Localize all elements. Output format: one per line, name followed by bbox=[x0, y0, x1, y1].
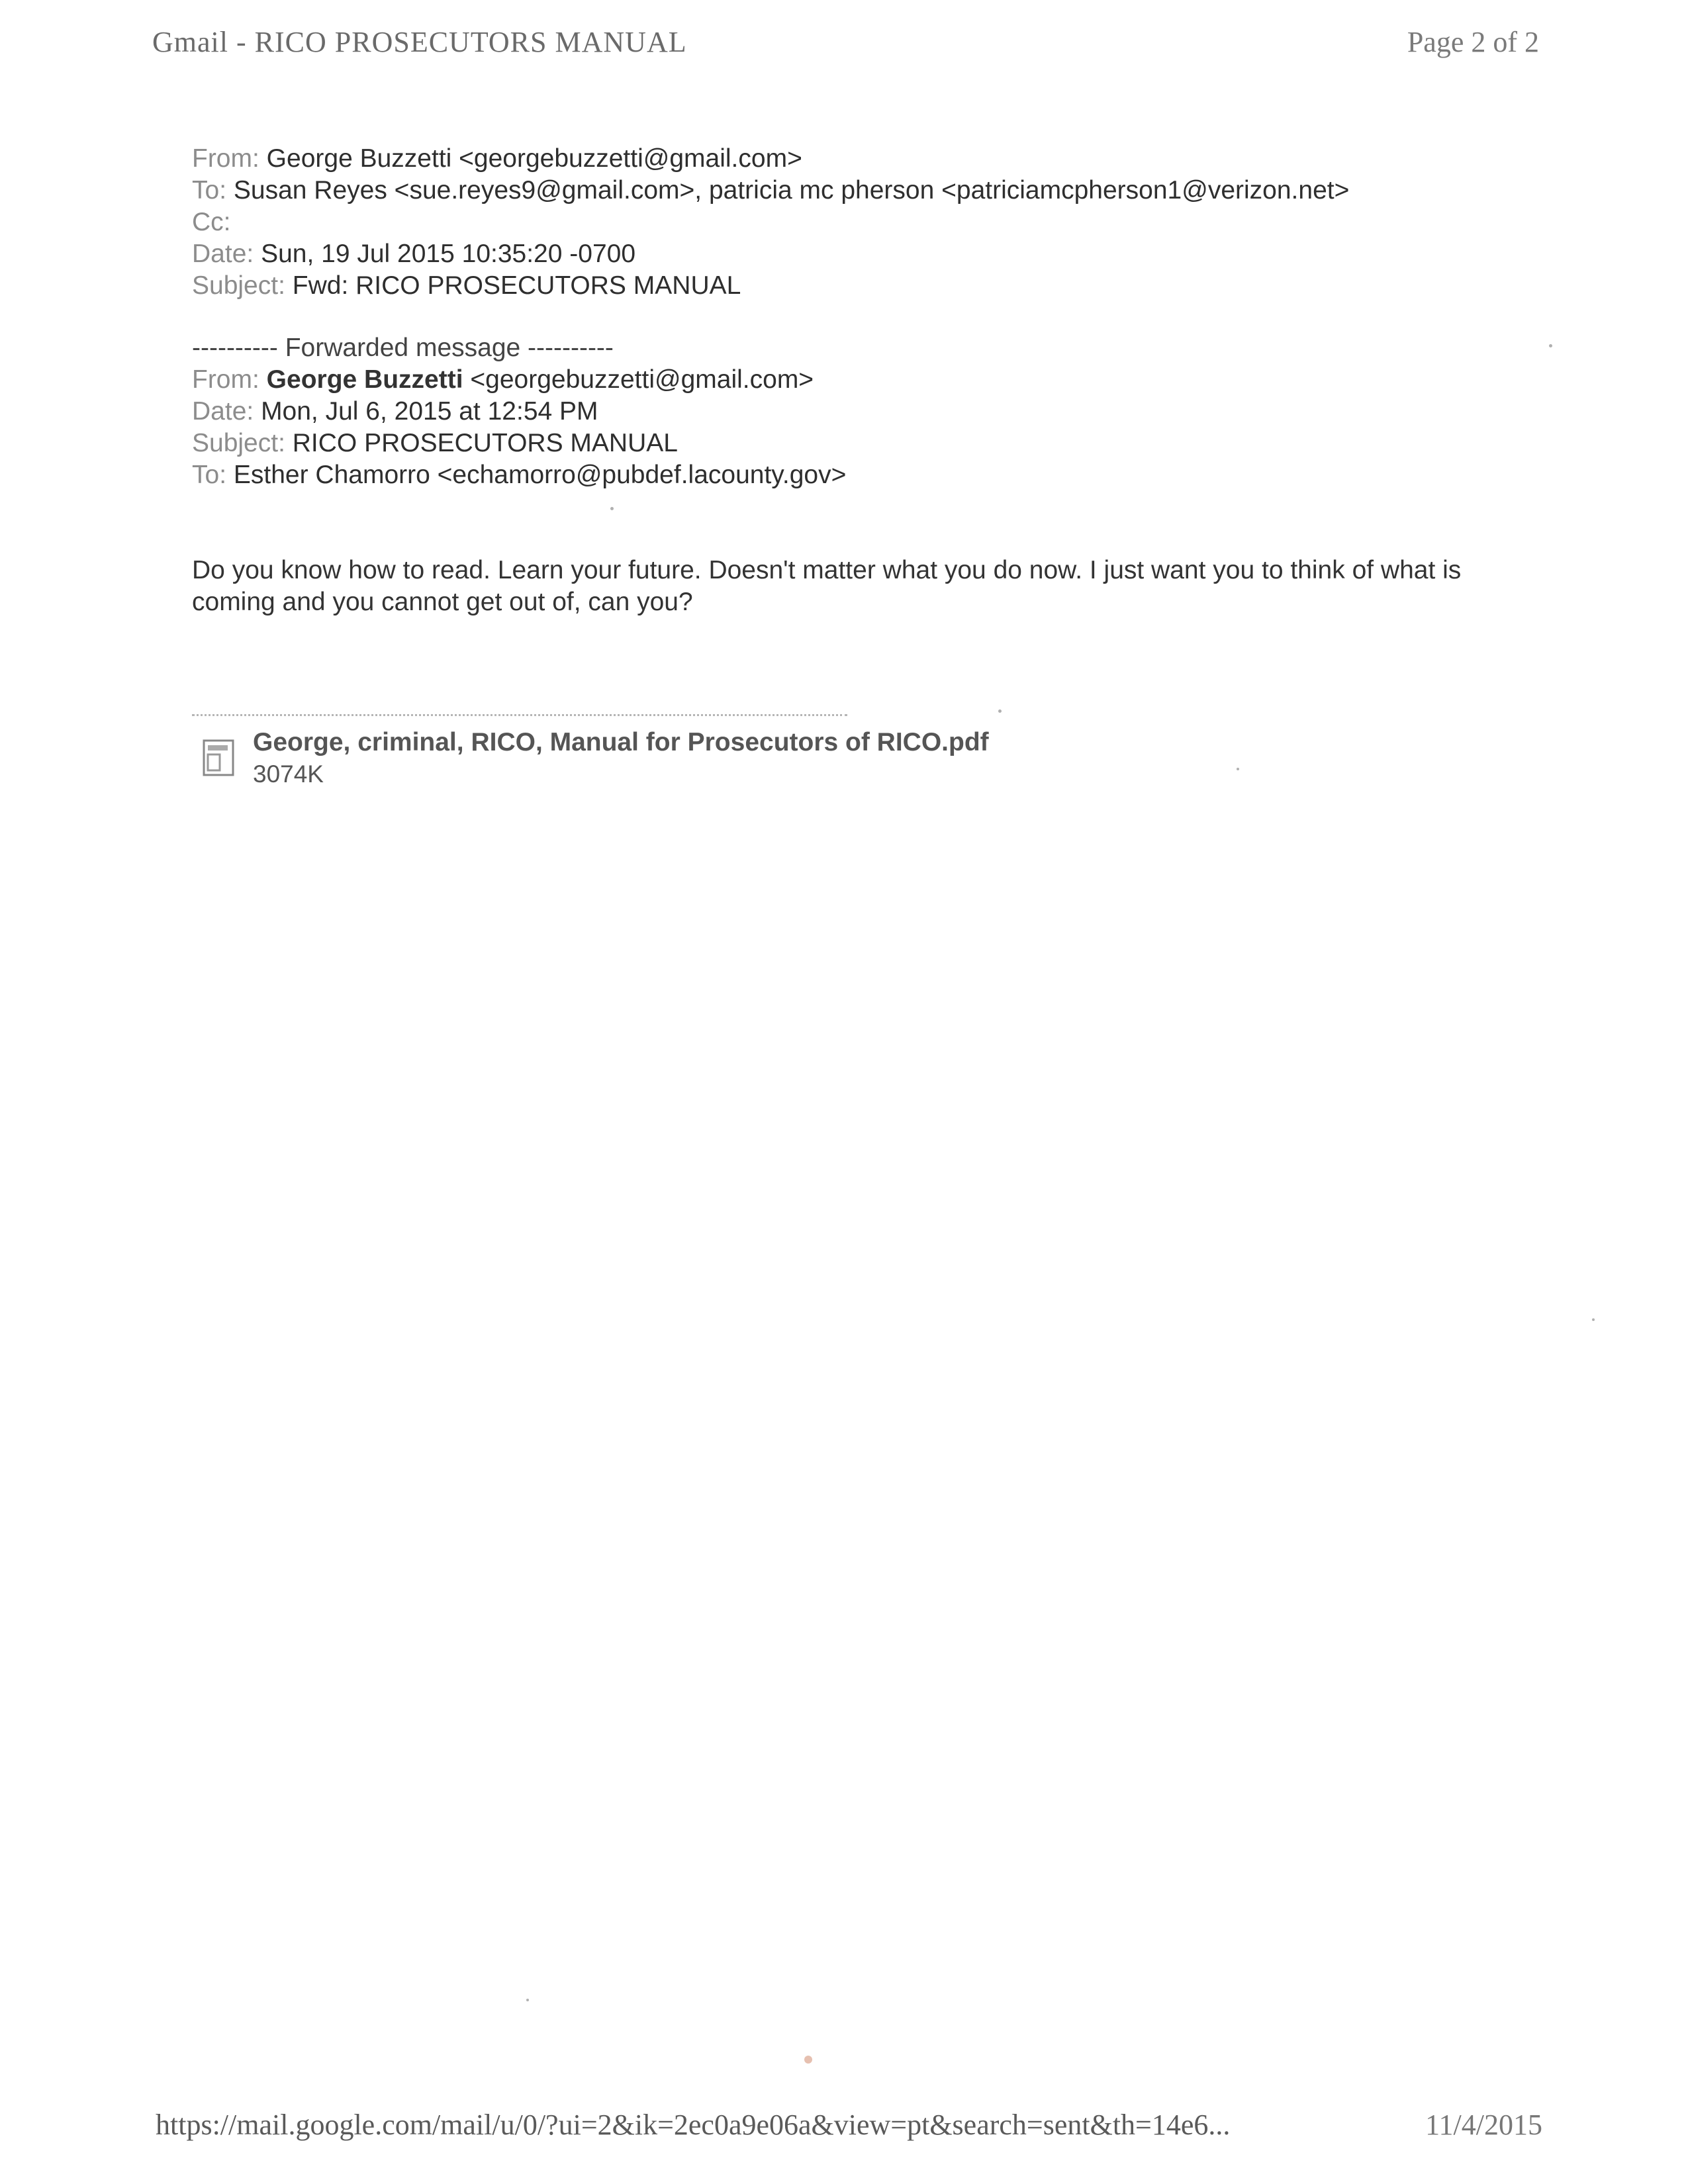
forwarded-to-value: Esther Chamorro <echamorro@pubdef.lacounty.gov> bbox=[233, 461, 847, 489]
forwarded-subject-line bbox=[192, 428, 1516, 459]
cc-line bbox=[192, 206, 1516, 238]
from-value: George Buzzetti <georgebuzzetti@gmail.com> bbox=[266, 144, 802, 173]
message-headers bbox=[192, 143, 1516, 302]
print-header-title: Gmail - RICO PROSECUTORS MANUAL bbox=[152, 26, 687, 58]
forwarded-message-divider: ---------- Forwarded message ---------- bbox=[192, 334, 614, 362]
forwarded-to-line bbox=[192, 459, 1516, 491]
date-value: Sun, 19 Jul 2015 10:35:20 -0700 bbox=[261, 240, 636, 268]
scan-speck bbox=[1237, 768, 1239, 770]
cc-label: Cc: bbox=[192, 208, 231, 236]
footer-date: 11/4/2015 bbox=[1425, 2109, 1542, 2141]
print-footer bbox=[156, 2108, 1542, 2148]
subject-value: Fwd: RICO PROSECUTORS MANUAL bbox=[292, 271, 741, 300]
attachment-size: 3074K bbox=[253, 760, 324, 788]
forwarded-subject-label: Subject: bbox=[192, 429, 285, 457]
subject-line bbox=[192, 270, 1516, 302]
message-body: Do you know how to read. Learn your future. Doesn't matter what you do now. I just want you to think of what is coming and you cannot get out of, can you? bbox=[192, 556, 1462, 616]
subject-label: Subject: bbox=[192, 271, 285, 300]
from-line bbox=[192, 143, 1516, 175]
forwarded-date-line bbox=[192, 396, 1516, 428]
forwarded-from-line bbox=[192, 364, 1516, 396]
attachment[interactable] bbox=[202, 727, 1129, 799]
scan-speck bbox=[610, 507, 614, 510]
forwarded-from-name: George Buzzetti bbox=[266, 365, 463, 394]
scan-speck bbox=[1549, 344, 1552, 347]
footer-url: https://mail.google.com/mail/u/0/?ui=2&ik=2ec0a9e06a&view=pt&search=sent&th=14e6... bbox=[156, 2109, 1231, 2141]
attachment-name[interactable]: George, criminal, RICO, Manual for Prosecutors of RICO.pdf bbox=[253, 728, 989, 756]
forwarded-date-value: Mon, Jul 6, 2015 at 12:54 PM bbox=[261, 397, 598, 426]
forwarded-headers bbox=[192, 364, 1516, 491]
date-label: Date: bbox=[192, 240, 254, 268]
attachment-divider bbox=[192, 714, 847, 716]
print-header bbox=[152, 25, 1539, 65]
forwarded-to-label: To: bbox=[192, 461, 227, 489]
date-line bbox=[192, 238, 1516, 270]
page-number: Page 2 of 2 bbox=[1407, 26, 1539, 58]
forwarded-date-label: Date: bbox=[192, 397, 254, 426]
scan-speck bbox=[526, 1999, 529, 2001]
to-line bbox=[192, 175, 1516, 206]
forwarded-from-label: From: bbox=[192, 365, 259, 394]
forwarded-subject-value: RICO PROSECUTORS MANUAL bbox=[292, 429, 678, 457]
pdf-file-icon bbox=[202, 739, 235, 777]
to-value: Susan Reyes <sue.reyes9@gmail.com>, patricia mc pherson <patriciamcpherson1@verizon.net> bbox=[233, 176, 1350, 205]
scan-speck bbox=[1592, 1318, 1595, 1321]
forwarded-from-email[interactable]: <georgebuzzetti@gmail.com> bbox=[470, 365, 814, 394]
scan-speck bbox=[804, 2056, 812, 2064]
from-label: From: bbox=[192, 144, 259, 173]
scan-speck bbox=[998, 709, 1002, 713]
to-label: To: bbox=[192, 176, 227, 205]
